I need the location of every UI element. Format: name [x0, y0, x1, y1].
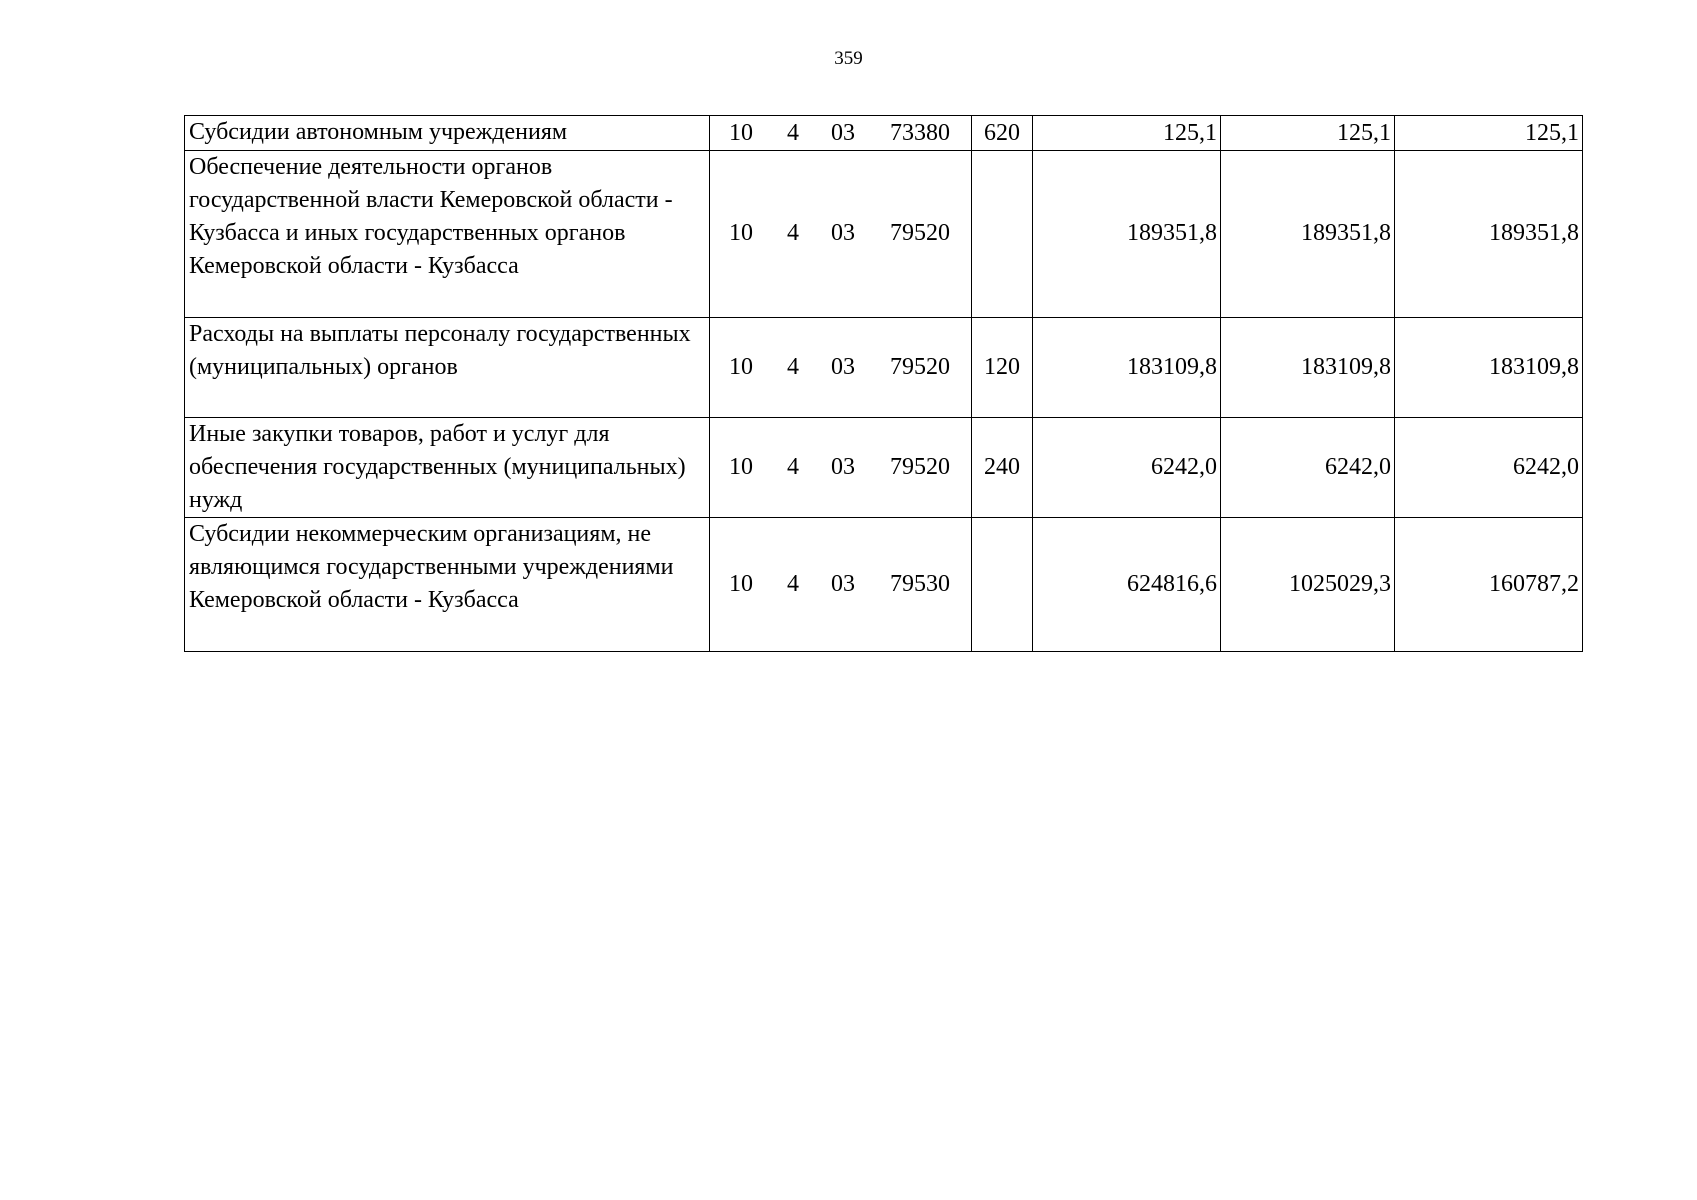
row-codes	[710, 318, 972, 418]
amount-year-2: 183109,8	[1221, 318, 1395, 418]
code-subsection: 4	[787, 119, 799, 146]
row-name: Иные закупки товаров, работ и услуг для обеспечения государственных (муниципальных) нужд	[185, 418, 710, 518]
row-name: Расходы на выплаты персоналу государственных (муниципальных) органов	[185, 318, 710, 418]
expense-type-code: 240	[972, 418, 1033, 518]
code-program: 03	[831, 354, 855, 380]
table-row	[185, 518, 1583, 652]
code-subsection: 4	[787, 354, 799, 380]
expense-type-code: 620	[972, 116, 1033, 151]
amount-year-1: 189351,8	[1033, 151, 1221, 318]
expense-type-code	[972, 151, 1033, 318]
amount-year-1: 125,1	[1033, 116, 1221, 151]
code-section: 10	[729, 454, 753, 480]
amount-year-1: 6242,0	[1033, 418, 1221, 518]
table-row	[185, 318, 1583, 418]
code-subsection: 4	[787, 220, 799, 246]
table-row	[185, 151, 1583, 318]
amount-year-1: 183109,8	[1033, 318, 1221, 418]
code-direction: 79530	[890, 571, 950, 597]
table-row	[185, 418, 1583, 518]
code-section: 10	[729, 354, 753, 380]
code-section: 10	[729, 119, 753, 146]
code-section: 10	[729, 220, 753, 246]
amount-year-2: 189351,8	[1221, 151, 1395, 318]
row-codes	[710, 151, 972, 318]
code-subsection: 4	[787, 454, 799, 480]
code-direction: 73380	[890, 119, 950, 146]
budget-table	[184, 115, 1583, 652]
code-program: 03	[831, 454, 855, 480]
table-row	[185, 116, 1583, 151]
amount-year-3: 183109,8	[1395, 318, 1583, 418]
expense-type-code: 120	[972, 318, 1033, 418]
amount-year-2: 6242,0	[1221, 418, 1395, 518]
amount-year-1: 624816,6	[1033, 518, 1221, 652]
expense-type-code	[972, 518, 1033, 652]
row-name: Субсидии автономным учреждениям	[185, 116, 710, 151]
page-number: 359	[834, 48, 863, 69]
amount-year-2: 1025029,3	[1221, 518, 1395, 652]
code-subsection: 4	[787, 571, 799, 597]
code-program: 03	[831, 571, 855, 597]
code-section: 10	[729, 571, 753, 597]
row-name: Субсидии некоммерческим организациям, не являющимся государственными учреждениями Кемеровской области - Кузбасса	[185, 518, 710, 652]
row-codes	[710, 518, 972, 652]
amount-year-3: 6242,0	[1395, 418, 1583, 518]
code-program: 03	[831, 119, 855, 146]
row-codes	[710, 116, 972, 151]
amount-year-3: 189351,8	[1395, 151, 1583, 318]
amount-year-3: 125,1	[1395, 116, 1583, 151]
amount-year-2: 125,1	[1221, 116, 1395, 151]
code-direction: 79520	[890, 354, 950, 380]
row-name: Обеспечение деятельности органов государственной власти Кемеровской области - Кузбасса и иных государственных органов Кемеровской области - Кузбасса	[185, 151, 710, 318]
row-codes	[710, 418, 972, 518]
code-direction: 79520	[890, 220, 950, 246]
code-direction: 79520	[890, 454, 950, 480]
code-program: 03	[831, 220, 855, 246]
amount-year-3: 160787,2	[1395, 518, 1583, 652]
